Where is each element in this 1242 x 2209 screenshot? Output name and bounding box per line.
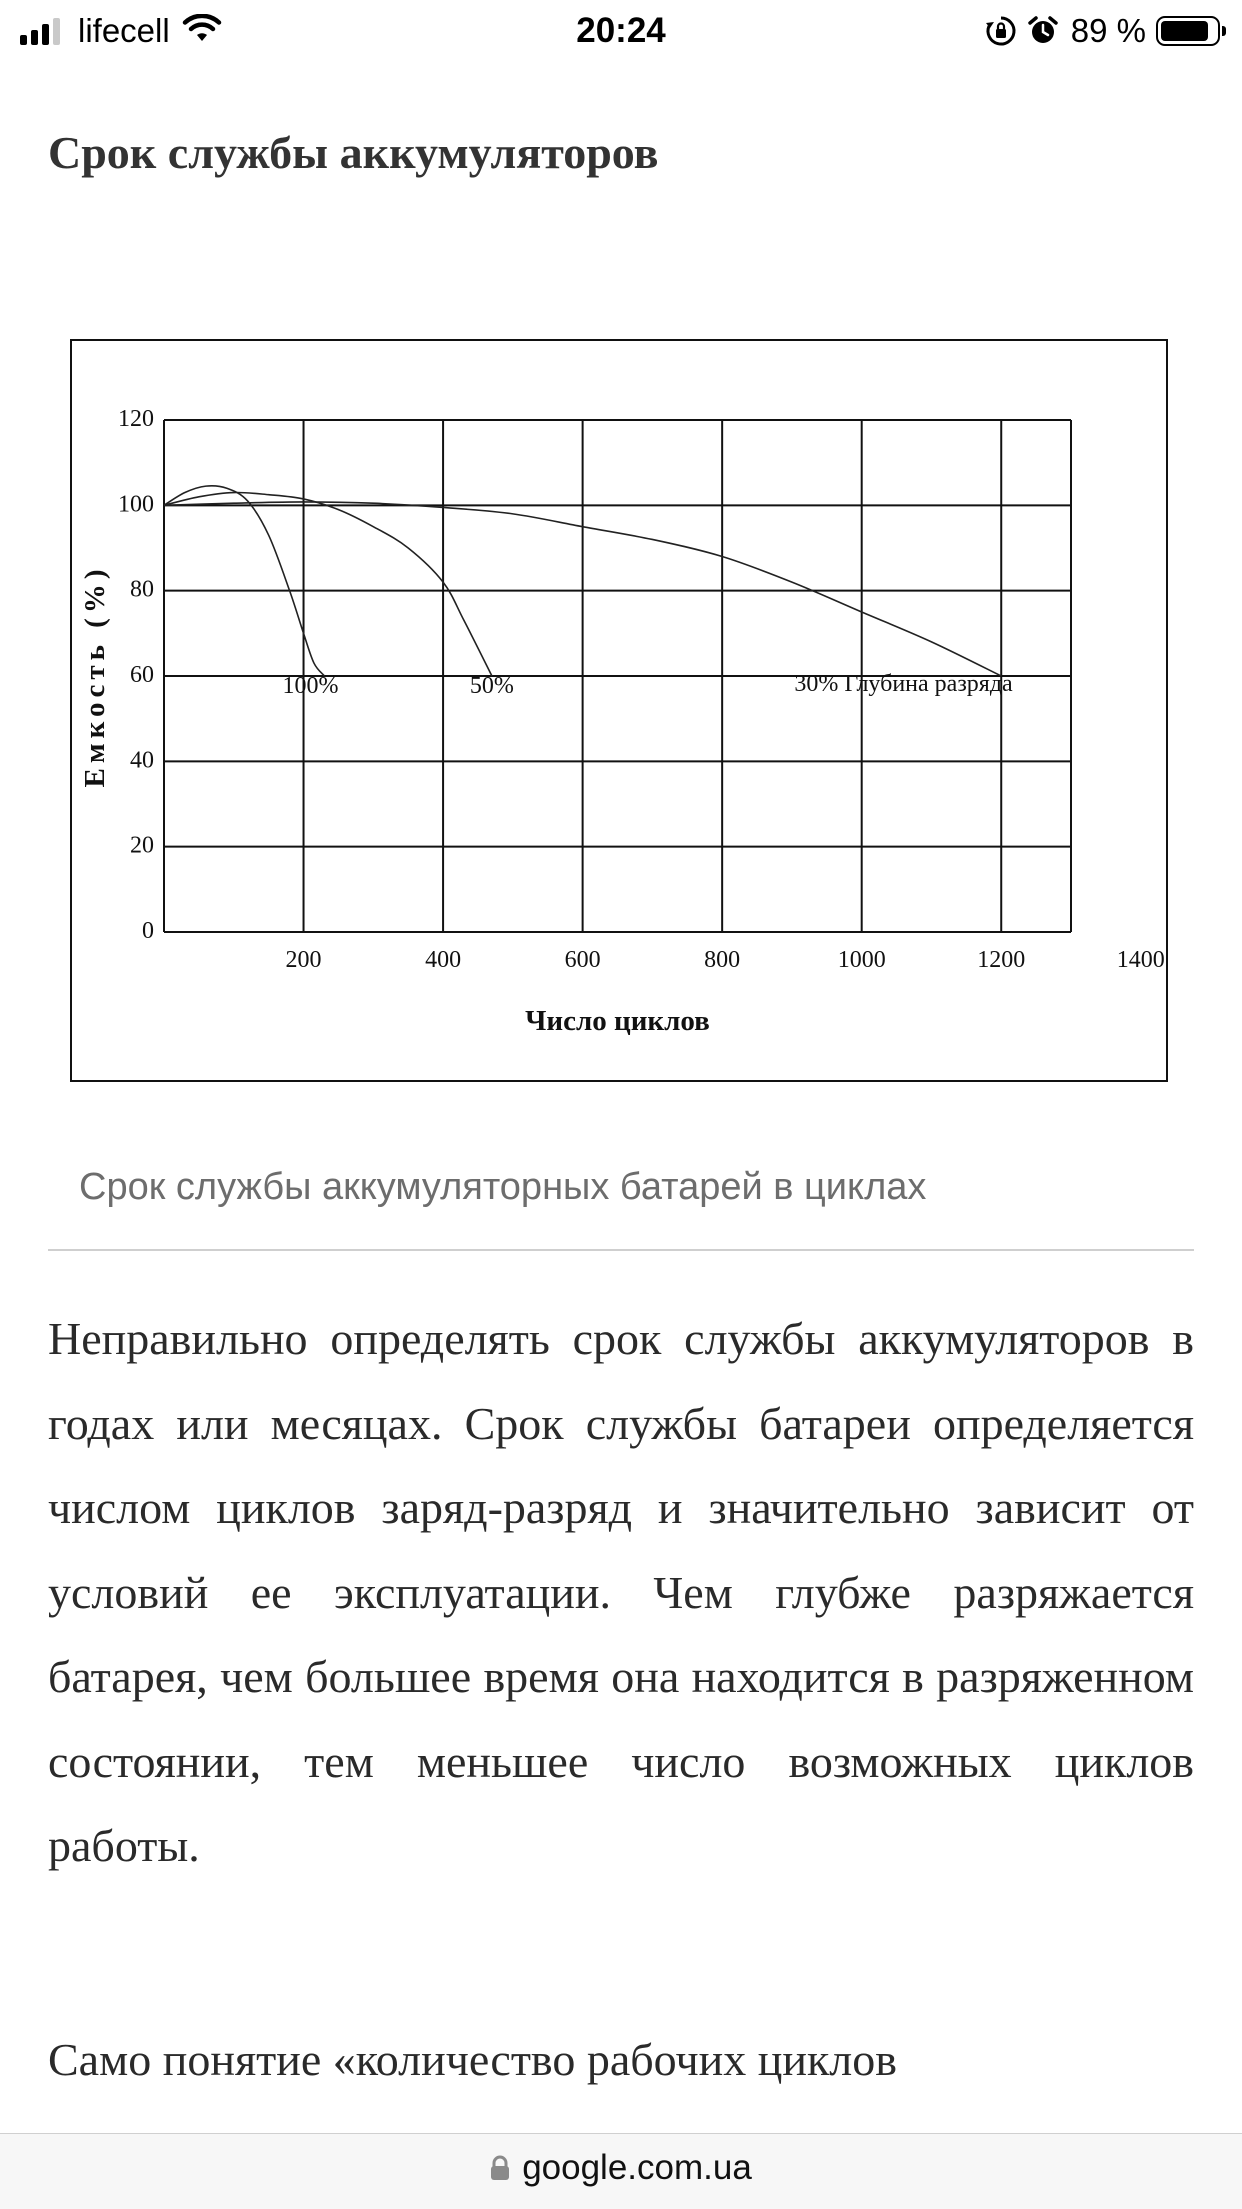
figure-caption: Срок службы аккумуляторных батарей в циклах	[79, 1166, 927, 1208]
y-tick-label: 80	[130, 576, 154, 603]
chart-figure	[70, 339, 1168, 1082]
x-tick-label: 600	[564, 947, 601, 973]
carrier-name: lifecell	[78, 12, 170, 49]
lock-icon	[490, 2155, 510, 2181]
url-display[interactable]	[0, 2148, 1242, 2188]
x-tick-label: 1000	[837, 947, 886, 973]
status-bar	[0, 0, 1242, 64]
x-tick-label: 1400	[1116, 947, 1165, 973]
y-tick-label: 60	[130, 662, 154, 688]
battery-life-chart	[72, 341, 1166, 1080]
series-line-1	[164, 486, 324, 676]
y-tick-label: 120	[118, 406, 154, 432]
battery-level-fill	[1161, 21, 1208, 41]
y-tick-label: 20	[130, 832, 154, 859]
caption-divider	[48, 1249, 1194, 1251]
x-tick-label: 200	[285, 947, 322, 973]
article-title: Срок службы аккумуляторов	[48, 127, 659, 178]
x-tick-label: 1200	[977, 947, 1026, 973]
battery-icon	[1156, 16, 1220, 46]
status-time: 20:24	[576, 11, 666, 50]
series-annotation: 50%	[469, 673, 514, 700]
url-domain: google.com.ua	[522, 2148, 752, 2187]
x-tick-label: 400	[425, 947, 462, 973]
article-paragraph-2: Само понятие «количество рабочих циклов	[48, 2034, 897, 2085]
orientation-lock-icon	[985, 15, 1017, 47]
x-tick-label: 800	[704, 947, 741, 973]
y-tick-label: 0	[142, 918, 154, 944]
alarm-icon	[1027, 15, 1059, 47]
y-tick-label: 40	[130, 747, 154, 774]
browser-address-bar[interactable]	[0, 2133, 1242, 2209]
series-annotation: 30% Глубина разряда	[794, 670, 1013, 697]
series-annotation: 100%	[282, 673, 339, 700]
status-bar-right	[975, 8, 1220, 54]
article-paragraph-1: Неправильно определять срок службы аккумуляторов в годах или месяцах. Срок службы батареи определяется числом циклов заряд-разряд и значительно зависит от условий ее эксплуатации. Чем глубже разряжается батарея, чем большее время она находится в разряженном состоянии, тем меньшее число возможных циклов работы.	[48, 1313, 1194, 1871]
battery-percent: 89 %	[1070, 12, 1146, 49]
y-tick-label: 100	[118, 491, 154, 518]
x-axis-label: Число циклов	[525, 1005, 710, 1037]
y-axis-label: Емкость (%)	[79, 564, 111, 788]
